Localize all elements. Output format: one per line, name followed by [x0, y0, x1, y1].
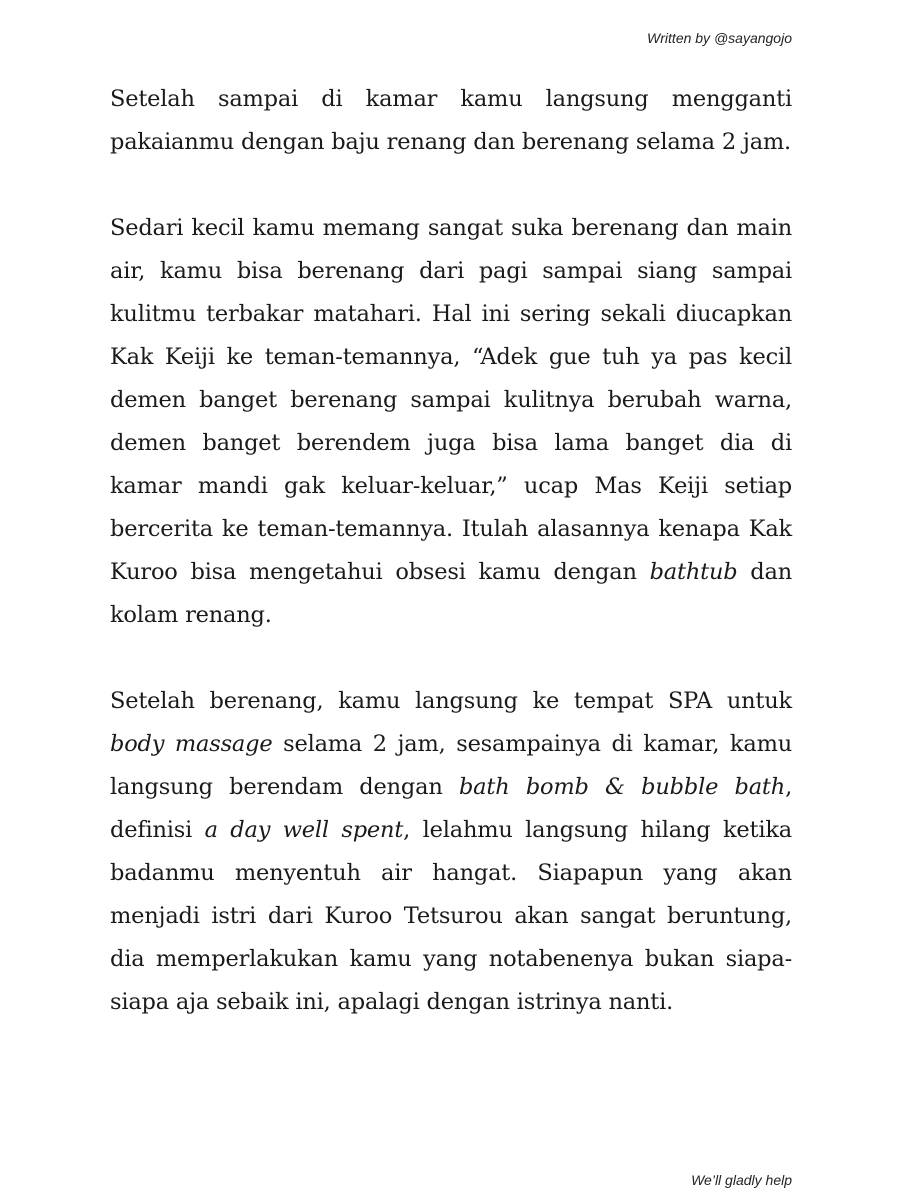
paragraph: [110, 78, 792, 164]
story-body: [110, 78, 792, 1067]
text-run: Setelah berenang, kamu langsung ke tempat SPA untuk: [110, 688, 792, 714]
footer-tagline: We’ll gladly help: [691, 1172, 792, 1188]
paragraph: [110, 680, 792, 1024]
text-run: selama 2 jam, sesampainya di kamar, kamu langsung berendam dengan: [110, 731, 793, 800]
text-run: dan kolam renang.: [110, 559, 792, 628]
author-credit: Written by @sayangojo: [647, 30, 792, 46]
italic-term: a day well spent: [204, 817, 404, 843]
italic-term: bathtub: [649, 559, 738, 585]
italic-term: bath bomb & bubble bath: [458, 774, 786, 800]
text-run: Sedari kecil kamu memang sangat suka berenang dan main air, kamu bisa berenang dari pagi sampai siang sampai kulitmu terbakar matahari. Hal ini sering sekali diucapkan Kak Keiji ke teman-temannya, “Adek gue tuh ya pas kecil demen banget berenang sampai kulitnya berubah warna, demen banget berendem juga bisa lama banget dia di kamar mandi gak keluar-keluar,” ucap Mas Keiji setiap bercerita ke teman-temannya. Itulah alasannya kenapa Kak Kuroo bisa mengetahui obsesi kamu dengan: [110, 215, 792, 585]
text-run: , definisi: [110, 774, 793, 843]
italic-term: body massage: [110, 731, 273, 757]
paragraph: [110, 207, 792, 637]
text-run: , lelahmu langsung hilang ketika badanmu menyentuh air hangat. Siapapun yang akan menjadi istri dari Kuroo Tetsurou akan sangat beruntung, dia memperlakukan kamu yang notabenenya bukan siapa-siapa aja sebaik ini, apalagi dengan istrinya nanti.: [110, 817, 792, 1015]
text-run: Setelah sampai di kamar kamu langsung mengganti pakaianmu dengan baju renang dan berenang selama 2 jam.: [110, 86, 792, 155]
